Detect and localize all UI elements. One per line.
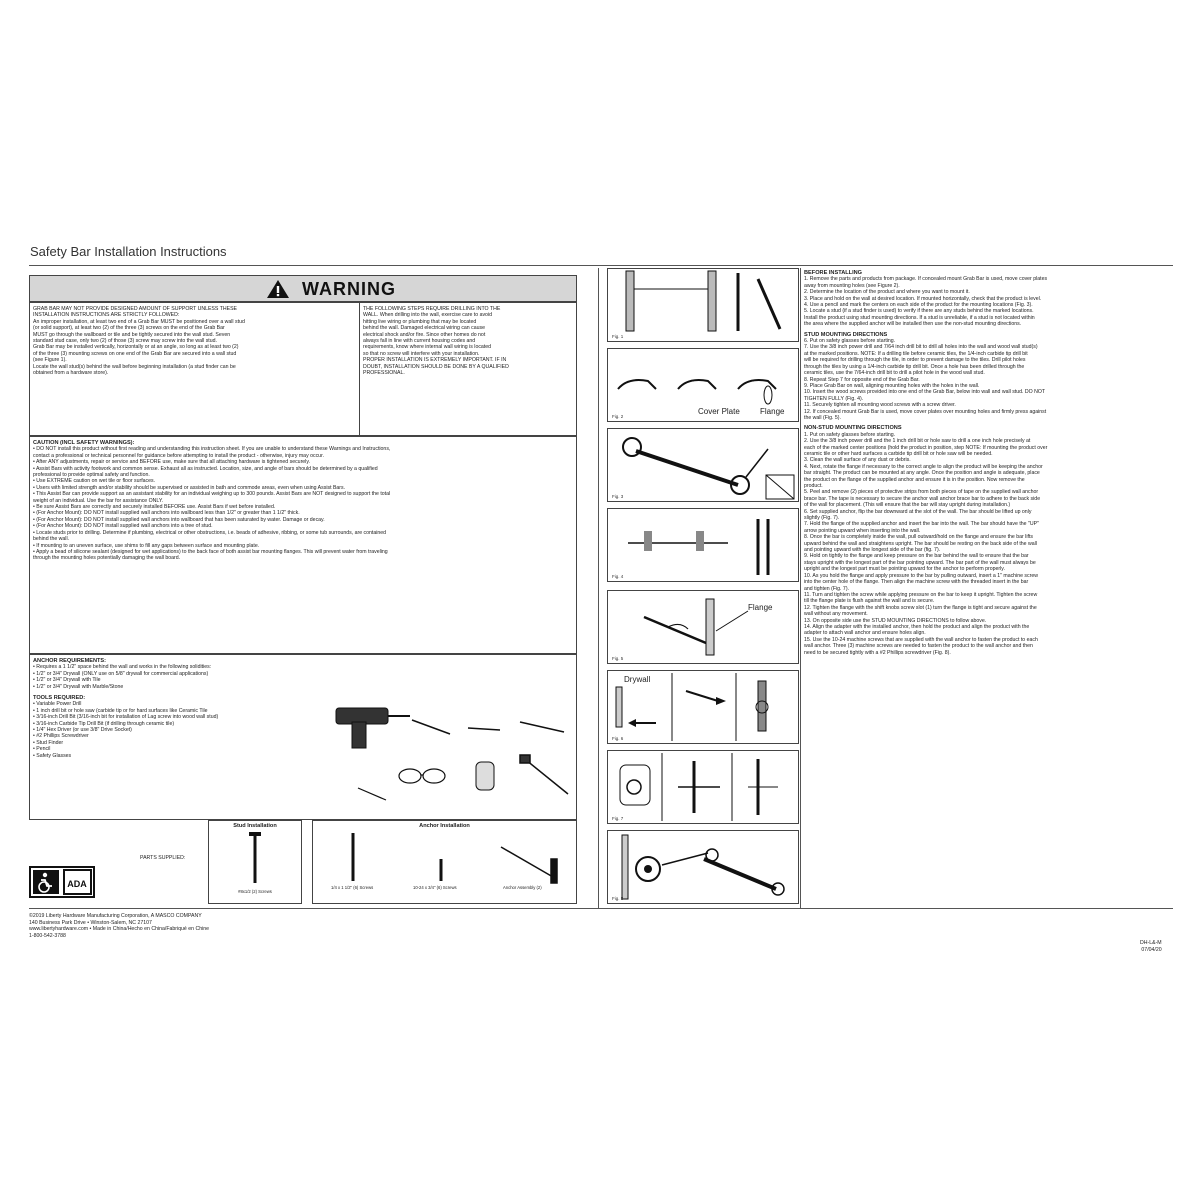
tool-line: • 3/16-inch Carbide Tip Drill Bit (if drilling through ceramic tile) <box>33 720 175 727</box>
stud-mounting-line: 11. Securely tighten all mounting wood screws with a screw driver. <box>804 402 956 409</box>
before-installing-line: 1. Remove the parts and products from package. If concealed mount Grab Bar is used, move cover plates <box>804 276 1048 283</box>
fig6-label: Fig. 6 <box>612 736 624 741</box>
stud-mounting-line: through the tiles by using a 1/4-inch carbide tip drill bit. Once a hole has been drilled through the <box>804 363 1025 370</box>
warning-left-line: of the three (3) mounting screws on one end of the Grab Bar are secured into a wall stud <box>33 350 237 357</box>
non-stud-line: 4. Next, rotate the flange if necessary to the correct angle to align the product will be keeping the anchor <box>804 463 1043 470</box>
anchor-requirement-line: • Requires a 1 1/2" space behind the wall and works in the following solidities: <box>33 664 212 671</box>
anchor-requirement-line: • 1/2" or 3/4" Drywall with Marble/Stone <box>33 683 124 690</box>
stud-mounting-line: 10. Insert the wood screws provided into one end of the Grab Bar, below into wall and wall stud. DO NOT <box>804 389 1046 396</box>
warning-triangle-icon <box>266 279 290 299</box>
non-stud-line: 2. Use the 3/8 inch power drill and the 1 inch drill bit or hole saw to drill a one inch hole precisely at <box>804 438 1031 445</box>
before-installing-line: 4. Use a pencil and mark the centers on each side of the product for the mounting locations (Fig. 3). <box>804 302 1033 309</box>
non-stud-line: 14. Align the adapter with the installed anchor, then hold the product and align the product with the <box>804 623 1030 630</box>
non-stud-line: and pointing upward with the longest side of the bar (fig. 7). <box>804 547 941 554</box>
tools-illustration <box>330 700 575 818</box>
tool-line: • Variable Power Drill <box>33 701 82 708</box>
non-stud-line: bar straight. The product can be mounted at any angle. Once the position and angle is adequate, place <box>804 470 1040 477</box>
caution-box <box>29 436 577 654</box>
before-installing-line: 3. Place and hold on the wall at desired location. If mounted horizontally, check that the product is level. <box>804 295 1042 302</box>
warning-right-line: THE FOLLOWING STEPS REQUIRE DRILLING INTO THE <box>363 306 501 312</box>
before-installing-text <box>804 276 1174 327</box>
footer-line: 1-800-542-3788 <box>29 932 66 939</box>
title-rule <box>29 265 1173 266</box>
stud-mounting-line: 12. If concealed mount Grab Bar is used, move cover plates over mounting holes and firmly press against <box>804 408 1047 415</box>
tool-line: • #2 Phillips Screwdriver <box>33 733 89 740</box>
stud-installation-box <box>208 820 302 904</box>
non-stud-line: 1. Put on safety glasses before starting. <box>804 431 896 438</box>
non-stud-line: 13. On opposite side use the STUD MOUNTING DIRECTIONS to follow above. <box>804 617 987 624</box>
anchor-requirement-line: • 1/2" or 3/4" Drywall with Tile <box>33 677 101 684</box>
non-stud-line: slightly (Fig. 7). <box>804 515 840 522</box>
stud-mounting-line: ceramic tiles, use the 7/64-inch drill bit to drill a pilot hole in the wood wall stud. <box>804 370 985 377</box>
cover-plate-label: Cover Plate <box>698 407 740 416</box>
ada-logo <box>29 866 95 898</box>
non-stud-line: 7. Hold the flange of the supplied anchor and insert the bar into the wall. The bar should have the "UP" <box>804 521 1039 528</box>
warning-banner <box>29 275 577 302</box>
stud-mounting-line: at the marked positions. NOTE: If a drilling tile before ceramic tiles, the 1/4-inch carbide tip drill bit <box>804 350 1028 357</box>
non-stud-line: 8. Once the bar is completely inside the wall, pull outward/hold on the flange and ensure the bar lifts <box>804 534 1033 541</box>
stud-mounting-line: the wall (Fig. 5). <box>804 414 841 421</box>
caution-line: • Be sure Assist Bars are correctly and securely installed BEFORE use. Assist Bars if wet before installed. <box>33 504 276 511</box>
caution-line: • After ANY adjustments, repair or service and BEFORE use, make sure that all attaching hardware is tightened securely. <box>33 459 310 466</box>
caution-line: • This Assist Bar can provide support as an assistant stability for an individual weighing up to 300 pounds. Assist Bars are NOT designed to support the total <box>33 491 391 498</box>
fig1-label: Fig. 1 <box>612 334 624 339</box>
wheelchair-icon <box>31 868 93 896</box>
power-drill-icon <box>336 708 410 748</box>
figure-4 <box>607 508 799 582</box>
caution-line: • If mounting to an uneven surface, use shims to fill any gaps between surface and mounting plate. <box>33 542 260 549</box>
non-stud-line: into the center hole of the flange. Then align the machine screw with the threaded insert in the bar <box>804 579 1029 586</box>
tool-line: • Stud Finder <box>33 739 64 746</box>
non-stud-line: the product on the flange of the supplied anchor and ensure it is in the position. Now remove the <box>804 476 1025 483</box>
non-stud-line: product. <box>804 483 823 489</box>
warning-right-line: so that no screw will interfere with your installation. <box>363 350 480 357</box>
parts-supplied-label: PARTS SUPPLIED: <box>140 855 186 861</box>
non-stud-line: need to be secured tightly with a #2 Phillips screwdriver (Fig. 8). <box>804 649 951 656</box>
caution-line: • Locate studs prior to drilling. Determine if plumbing, electrical or other obstructions, i.e. beads of adhesive, ribbing, or some tub surrounds, are contained <box>33 529 387 536</box>
stud-mounting-line: 7. Use the 3/8 inch power drill and 7/64 inch drill bit to drill all holes into the wall and wood wall stud(s) <box>804 344 1038 351</box>
stud-mounting-line: TIGHTEN FULLY (Fig. 4). <box>804 395 864 402</box>
non-stud-line: wall anchor. Three (3) machine screws are needed to fasten the product to the wall anchor and then <box>804 643 1033 650</box>
anchor-assembly-icon <box>501 847 557 883</box>
flange-label: Flange <box>760 407 785 416</box>
screwdriver-icon <box>520 755 568 794</box>
warning-left-line: Grab Bar may be installed vertically, horizontally or at an angle, so long as at least two (2) <box>33 344 239 351</box>
stud-mounting-line: 6. Put on safety glasses before starting. <box>804 338 896 345</box>
non-stud-line: stays upright with the longest part of the bar pointing upward. The bar part of the wall must always be <box>804 559 1036 566</box>
anchor-item-2: 10-24 x 3/4" (6) Screws <box>413 885 457 891</box>
non-stud-line: upright and the longest part must be pointing upward for the anchor to perform properly. <box>804 566 1005 573</box>
before-installing-line: the area where the supplied anchor will be installed then use the non-stud mounting directions. <box>804 321 1022 328</box>
caution-line: • Assist Bars with activity footwork and common sense. Exhaust all as instructed. Location, size, and angle of bars should be determined by a qualified <box>33 465 378 472</box>
tools-required-heading: TOOLS REQUIRED: <box>33 695 86 702</box>
warning-right-line: hitting live wiring or plumbing that may be located <box>363 318 477 325</box>
anchor-installation-title: Anchor Installation <box>419 823 470 829</box>
non-stud-line: 11. Turn and tighten the screw while applying pressure on the bar to keep it upright. Tighten the screw <box>804 591 1038 598</box>
warning-left-line: (see Figure 1). <box>33 357 67 364</box>
non-stud-line: 12. Tighten the flange with the shift knobs screw slot (1) turn the flange is tight and secure against the <box>804 604 1037 611</box>
tool-line: • 1/4" Hex Driver (or use 3/8" Drive Socket) <box>33 727 132 734</box>
footer-code-2: 07/04/20 <box>1141 946 1162 953</box>
figure-8 <box>607 830 799 904</box>
stud-mounting-heading: STUD MOUNTING DIRECTIONS <box>804 331 888 338</box>
fig7-label: Fig. 7 <box>612 816 624 821</box>
warning-title: WARNING <box>302 279 396 299</box>
instructions-column <box>804 270 1174 656</box>
stud-installation-title: Stud Installation <box>233 823 277 829</box>
warning-right-text <box>363 306 573 376</box>
non-stud-heading: NON-STUD MOUNTING DIRECTIONS <box>804 425 902 432</box>
warning-right-line: PROFESSIONAL. <box>363 370 405 377</box>
footer-line: www.libertyhardware.com • Made in China/Hecho en China/Fabriqué en Chine <box>29 926 210 932</box>
anchor-requirements-text <box>33 664 573 690</box>
footer-line: 140 Business Park Drive • Winston-Salem, NC 27107 <box>29 919 152 926</box>
caution-line: professional to provide optimal safety and function. <box>33 472 150 479</box>
non-stud-line: and tighten (Fig. 7). <box>804 585 849 592</box>
column-divider-2 <box>800 268 801 908</box>
anchor-item-1: 1/4 x 1 1/2" (6) Screws <box>331 885 374 891</box>
before-installing-line: Install the product using stud mounting directions. If a stud is unreliable, if a stud is not located within <box>804 314 1035 321</box>
drill-bit-icon <box>412 720 564 734</box>
warning-left-line: MUST go through the wallboard or tile and be tightly secured into the wall stud. Seven <box>33 331 231 338</box>
figure-1 <box>607 268 799 342</box>
caution-line: weight of an individual. Use the bar for assistance ONLY. <box>33 497 164 504</box>
non-stud-line: arrow pointing upward when inserting into the wall. <box>804 527 921 534</box>
warning-left-line: Locate the wall stud(s) behind the wall before beginning installation (a stud finder can be <box>33 363 236 370</box>
caution-line: • Use EXTREME caution on wet tile or floor surfaces. <box>33 478 156 485</box>
caution-line: behind the wall. <box>33 536 70 543</box>
non-stud-line: adapter to attach wall anchor and ensure holes align. <box>804 630 926 637</box>
anchor-item-3: Anchor Assembly (2) <box>503 885 542 891</box>
warning-left-text <box>33 306 356 376</box>
anchor-requirements-heading: ANCHOR REQUIREMENTS: <box>33 658 107 664</box>
non-stud-line: ceramic tile or other hard surfaces a carbide tip drill bit or hole saw will be needed. <box>804 450 993 457</box>
anchor-requirement-line: • 1/2" or 3/4" Drywall (ONLY use on 5/8" drywall for commercial applications) <box>33 670 209 677</box>
stud-mounting-line: 9. Place Grab Bar on wall, aligning mounting holes with the holes in the wall. <box>804 382 980 389</box>
caution-line: • (For Anchor Mount): DO NOT install supplied wall anchors into a tree of stud. <box>33 523 213 530</box>
wood-screw-icon <box>209 829 301 889</box>
warning-left-line: standard stud case, only two (2) of those (3) screw may screw into the wall stud. <box>33 338 217 345</box>
non-stud-line: each of the marked center positions (hold the product in position, step NOTE: If mounting the product over <box>804 444 1048 451</box>
non-stud-line: of the wall for placement. (This will ensure that the bar will stay upright during installation.) <box>804 502 1011 509</box>
non-stud-line: 9. Hold on tightly to the flange and keep pressure on the bar behind the wall to ensure that the bar <box>804 553 1029 560</box>
footer-code-1: DH-L&-M <box>1140 940 1162 946</box>
before-installing-heading: BEFORE INSTALLING <box>804 270 863 276</box>
ada-logo-icon: ADA <box>67 879 87 889</box>
figure-7 <box>607 750 799 824</box>
footer-codes <box>1140 940 1162 953</box>
non-stud-text <box>804 432 1174 656</box>
before-installing-line: 2. Determine the location of the product and where you want to mount it. <box>804 289 970 296</box>
caution-line: • Users with limited strength and/or stability should be supervised or assisted in bath and commode areas, even when using Assist Bars. <box>33 484 346 491</box>
stud-finder-icon <box>476 762 494 790</box>
caution-line: contact a professional or technical personnel for guidance before attempting to install the product - otherwise, injury may occur. <box>33 452 324 459</box>
warning-right-line: PROPER INSTALLATION IS EXTREMELY IMPORTANT. IF IN <box>363 357 507 364</box>
warning-right-line: WALL. When drilling into the wall, exercise care to avoid <box>363 312 492 319</box>
non-stud-line: brace bar. The tape is necessary to secure the anchor wall anchor brace bar to adhere to the back side <box>804 495 1041 502</box>
drywall-label: Drywall <box>624 675 651 684</box>
warning-right-line: DOUBT, INSTALLATION SHOULD BE DONE BY A QUALIFIED <box>363 363 509 370</box>
non-stud-line: upward behind the wall and straightens upright. The bar should be resting on the back side of the wall <box>804 540 1037 547</box>
non-stud-line: wall without any movement. <box>804 611 868 618</box>
before-installing-line: away from mounting holes (see Figure 2). <box>804 282 900 289</box>
pencil-icon <box>358 788 386 800</box>
tool-line: • Pencil <box>33 746 51 753</box>
stud-mounting-text <box>804 338 1174 421</box>
anchor-parts-illustration <box>313 829 576 885</box>
warning-right-line: electrical shock and/or fire. Since other homes do not <box>363 331 486 338</box>
footer-rule <box>29 908 1173 909</box>
warning-left-line: (or solid support), at least two (2) of the three (3) screws on the end of the Grab Bar <box>33 325 225 332</box>
warning-right-line: requirements, know where internal wall wiring is located <box>363 344 492 351</box>
fig8-label: Fig. 8 <box>612 896 624 901</box>
figure-6 <box>607 670 799 744</box>
figure-5 <box>607 590 799 664</box>
warning-left-line: INSTALLATION INSTRUCTIONS ARE STRICTLY FOLLOWED: <box>33 312 180 319</box>
non-stud-line: 10. As you hold the flange and apply pressure to the bar by pulling outward, insert a 1" machine screw <box>804 572 1038 579</box>
figure-2 <box>607 348 799 422</box>
non-stud-line: 5. Peel and remove (2) pieces of protective strips from both pieces of tape on the supplied wall anchor <box>804 489 1039 496</box>
warning-right-line: behind the wall. Damaged electrical wiring can cause <box>363 325 485 332</box>
warning-left-line: obtained from a hardware store). <box>33 370 109 377</box>
figure-3 <box>607 428 799 502</box>
non-stud-line: 3. Clean the wall surface of any dust or debris. <box>804 457 911 464</box>
stud-item-label: #8x1/2 (2) Screws <box>238 889 272 895</box>
fig2-label: Fig. 2 <box>612 414 624 419</box>
stud-mounting-line: 8. Repeat Step 7 for opposite end of the Grab Bar. <box>804 376 920 383</box>
non-stud-line: till the flange plate is flush against the wall and is secure. <box>804 598 935 605</box>
caution-line: • DO NOT install this product without first reading and understanding this instruction sheet. If you are unable to understand these Warnings and Instructions, <box>33 446 391 453</box>
non-stud-line: 6. Set supplied anchor, flip the bar downward at the slot of the wall. The bar should be lifted up only <box>804 508 1032 515</box>
warning-right-box <box>359 302 577 436</box>
before-installing-line: 5. Locate a stud (if a stud finder is used) to verify if there are any studs behind the marked locations. <box>804 308 1034 315</box>
footer-line: ©2019 Liberty Hardware Manufacturing Corporation, A MASCO COMPANY <box>29 913 202 919</box>
fig4-label: Fig. 4 <box>612 574 624 579</box>
page-title: Safety Bar Installation Instructions <box>30 244 227 259</box>
caution-line: • Apply a bead of silicone sealant (designed for wet applications) to the back face of both assist bar mounting flanges. This will prevent water from traveling <box>33 548 388 555</box>
anchor-installation-box <box>312 820 577 904</box>
warning-left-box <box>29 302 360 436</box>
warning-right-line: always fall in line with current housing codes and <box>363 338 476 345</box>
stud-mounting-line: will be required for drilling through the tile, in order to prevent damage to the tiles. Drill pilot holes <box>804 357 1026 364</box>
flange6-label: Flange <box>748 603 773 612</box>
tool-line: • Safety Glasses <box>33 752 72 759</box>
safety-glasses-icon <box>399 769 445 783</box>
caution-line: through the mounting holes potentially damaging the wall board. <box>33 555 181 562</box>
fig5-label: Fig. 5 <box>612 656 624 661</box>
caution-line: • (For Anchor Mount): DO NOT install supplied wall anchors into wallboard that has been saturated by water. Damage or decay. <box>33 516 325 523</box>
non-stud-line: 15. Use the 10-24 machine screws that are supplied with the wall anchor to fasten the product to each <box>804 636 1038 643</box>
caution-heading: CAUTION (INCL SAFETY WARNINGS): <box>33 440 135 446</box>
column-divider <box>598 268 599 908</box>
tool-line: • 3/16-inch Drill Bit (3/16-inch bit for installation of Lag screw into wood wall stud) <box>33 714 219 721</box>
tool-line: • 1 inch drill bit or hole saw (carbide tip or for hard surfaces like Ceramic Tile <box>33 707 208 714</box>
warning-left-line: GRAB BAR MAY NOT PROVIDE DESIGNED AMOUNT OF SUPPORT UNLESS THESE <box>33 306 237 312</box>
warning-left-line: An improper installation, at least two end of a Grab Bar MUST be positioned over a wall stud <box>33 318 245 325</box>
fig3-label: Fig. 3 <box>612 494 624 499</box>
footer <box>29 913 209 939</box>
caution-text <box>33 446 573 561</box>
caution-line: • (For Anchor Mount): DO NOT install supplied wall anchors into wallboard less than 1/2" or greater than 1 1/2" thick. <box>33 510 300 517</box>
